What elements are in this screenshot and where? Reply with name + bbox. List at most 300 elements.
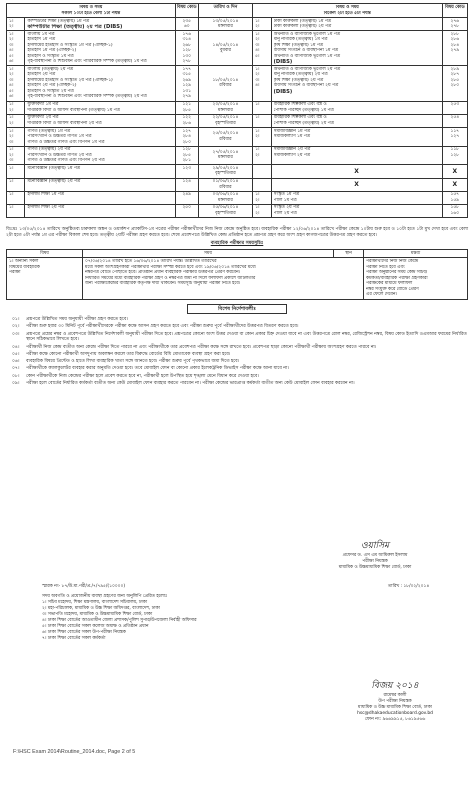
left-serial: ২। <box>9 120 14 126</box>
deputy-email: hsc@dhakaeducationboard.gov.bd <box>357 711 433 717</box>
deputy-title: উপ পরীক্ষা নিয়ন্ত্রক <box>378 698 412 704</box>
distribution-item: ৭। ঢাকা শিক্ষা বোর্ডের সকল কর্মকর্তা <box>42 635 106 641</box>
practical-row <box>7 258 468 300</box>
exam-day: বুধবার <box>219 48 231 54</box>
deputy-signature-block <box>330 680 460 723</box>
right-subject-cell <box>271 204 442 217</box>
left-subject: যুক্তিবিদ্যা ২য় পত্র <box>27 115 59 121</box>
right-subject-cell: X <box>271 165 442 178</box>
left-serial-cell <box>7 101 25 114</box>
right-subject: ঢাকা কারুকলা (তত্ত্বীয়) ২য় পত্র <box>273 24 332 30</box>
left-serial: ১। <box>9 179 14 185</box>
routine-row <box>7 146 468 165</box>
date-day-cell <box>198 18 252 31</box>
right-serial-cell <box>253 66 271 101</box>
right-subject: সংস্কৃত ২য় পত্র <box>273 205 300 211</box>
left-serial-cell <box>7 204 25 217</box>
distribution-item: ৬। ঢাকা শিক্ষা বোর্ডের সকল উপ-পরীক্ষা নিয়ন্ত্রক <box>42 629 126 635</box>
right-serial: ৩। <box>255 77 260 83</box>
distribution-items <box>42 600 242 642</box>
left-code-cell <box>175 18 198 31</box>
note-paragraph: বিঃদ্রঃ ১৩/০৫/২০১৪ তারিখে অনুষ্ঠিতব্য চারুকলা অঙ্কন ও ওয়ার্কশপ প্র্যাকটিস-১ম পত্রের পরীক্ষা পরীক্ষার্থীদের নিজ নিজ কেন্দ্রে অনুষ্ঠিত হবে। ব্যবহারিক পরীক্ষা ১২/০৬/২০১৪ তারিখে পরীক্ষা কেন্দ্রে ১০টায় শুরু হবে ও ১০টা হতে ১টা মুখ দেখা হবে এবং বেলা ২টা হতে ৫টা পর্যন্ত ১ম এর পরীক্ষা বিকাল শেষ হবে। তত্ত্বীয় ২য়টি পরীক্ষা গ্রহণ করতে হবে। শেষে প্রবেশপত্রে উল্লিখিত কেন্দ্র প্রতিষ্ঠান হতে প্রশ্নপত্র গ্রহণ করে অংশ গ্রহণ কাগজপত্রের উত্তরপত্র গ্রহণ করতে হবে। <box>6 227 468 239</box>
left-code: ২৮৪ <box>182 134 191 140</box>
exam-routine-table <box>6 3 468 218</box>
instruction-text: কোন পরীক্ষার্থীকে নিজ কেন্দ্রের পরীক্ষা হলে প্রবেশ করতে হবে না, পরীক্ষার্থী হলে উপস্থিত হয়ে শৃঙ্খলা মেনে বিধান করে দেওয়া হবে। <box>26 373 259 379</box>
instruction-item <box>6 366 468 372</box>
right-serial-cell <box>253 31 271 66</box>
right-code <box>445 108 465 114</box>
exam-day: বৃহস্পতিবার <box>215 210 236 216</box>
right-code: ২৭৮ <box>450 24 460 30</box>
exam-day: মঙ্গলবার <box>218 155 233 161</box>
left-code: ১৩০ <box>182 53 191 59</box>
right-code: ২৮০ <box>450 83 460 89</box>
right-code-cell <box>442 127 467 146</box>
left-code-cell <box>175 127 198 146</box>
right-code-cell: X <box>442 178 467 191</box>
right-code: ২৭৯ <box>450 48 460 54</box>
left-serial: ১। <box>9 147 14 153</box>
distribution-item: ৪। ঢাকা শিক্ষা বোর্ডের আওতাধীন জেলা প্রশাসক/পুলিশ সুপার/উপজেলা নির্বাহী অফিসার <box>42 617 197 623</box>
left-subject: ইতিহাস ১ম পত্র <box>27 37 56 43</box>
left-serial: ২। <box>9 134 14 140</box>
left-code-cell <box>175 204 198 217</box>
left-code-cell <box>175 114 198 127</box>
exam-day: রবিবার <box>219 83 232 89</box>
instruction-text: পরীক্ষা কক্ষে কোনো পরীক্ষার্থী অসদুপায় অবলম্বন করলে তার বিরুদ্ধে বোর্ডের বিধি মোতাবেক ব্যবস্থা গ্রহণ করা হবে। <box>26 351 231 357</box>
right-serial: ২। <box>255 197 260 203</box>
right-serial: ২। <box>255 152 260 158</box>
left-code: ৩১৫ <box>182 72 191 78</box>
right-code: ১১৮ <box>450 147 460 153</box>
right-subject: কৃষি শিক্ষা (তত্ত্বীয়) ১ম পত্র <box>273 42 324 48</box>
header-code: বিষয় কোড <box>175 4 198 18</box>
right-serial: ২। <box>255 134 260 140</box>
routine-row <box>7 66 468 101</box>
left-code: ২৩৫ <box>182 18 191 24</box>
right-serial-cell <box>253 165 271 178</box>
routine-row <box>7 191 468 204</box>
left-code-cell <box>175 31 198 66</box>
practical-header-board: স্থান <box>334 249 364 258</box>
right-serial: ২। <box>255 210 260 216</box>
routine-row <box>7 165 468 178</box>
right-code-cell <box>442 114 467 127</box>
instruction-item <box>6 345 468 351</box>
instruction-item <box>6 352 468 358</box>
date-day-cell <box>198 101 252 114</box>
left-subject: ইতিহাস ও সংস্কৃতি ২য় পত্র <box>27 88 74 94</box>
left-serial-cell <box>7 146 25 165</box>
left-serial: ২। <box>9 107 14 113</box>
right-serial-cell <box>253 204 271 217</box>
practical-header-subject: বিষয় <box>7 249 83 258</box>
left-serial: ৫। <box>9 88 14 94</box>
right-serial: ৪। <box>255 48 260 54</box>
date-day-cell <box>198 204 252 217</box>
exam-date: ১৩/০৫/২০১৪ <box>212 18 239 24</box>
left-code-cell <box>175 66 198 101</box>
date-day-cell <box>198 178 252 191</box>
exam-day: রবিবার <box>219 184 232 190</box>
right-serial: ২। <box>255 72 260 78</box>
exam-date: ২৫/০৫/২০১৪ <box>212 131 239 137</box>
routine-row <box>7 18 468 31</box>
left-subject: ইতিহাস ও সংস্কৃতি ১ম পত্র <box>27 53 74 59</box>
deputy-phone: ফোন নং: ৯৬৬৯৯১৫, ৮৬১৯৫৬৬ <box>364 717 426 723</box>
left-code: ৬০ <box>183 24 190 30</box>
practical-remarks: পরীক্ষার্থীদের নিজ নিজ কেন্দ্রে পরীক্ষা নিতে হবে এবং পরীক্ষা অনুষ্ঠানের সময় কেন্দ্র সচিব/ কর্মকর্তা/ব্যবহারিক পরীক্ষা গ্রহণকারী পরীক্ষকের মাধ্যমে ফলাফল নম্বর সংযুক্ত করে বোর্ডে প্রেরণ এর ফেলে দেবেন। <box>364 258 468 300</box>
left-subject: ইসলামের ইতিহাস ও সংস্কৃতি ২য় পত্র (ঐচ্ছিক-১) <box>27 77 113 83</box>
left-code: ২৭৯ <box>182 94 191 100</box>
right-subject: সমাজকল্যাণ ১ম পত্র <box>273 134 310 140</box>
practical-time: ০৭/০৬/২০১৪ তারিখ হতে ১৬/০৬/২০১৪ তারিখ পর্যন্ত। উল্লিখিত তারিখের মধ্যে সকল অংশগ্রহণকারী পরীক্ষার্থীর পরীক্ষা সম্পন্ন করতে হবে এবং ১৯/০৬/২০১৪ তারিখের মধ্যে নম্বরপত্র বোর্ডে পৌঁছাতে হবে। প্রতিষ্ঠান প্রধান ব্যবহারিক পরীক্ষার উত্তরপত্র প্রেরণ করবেন। নির্ধারিত সময়ের মধ্যে ব্যবহারিক পরীক্ষা গ্রহণ ও নম্বরপত্র জমা না দিলে ফলাফল প্রকাশে জটিলতার জন্য পরীক্ষাকেন্দ্রের ব্যবহারিক কর্তৃপক্ষ দায়ী থাকবেন। সময়সূচি অনুযায়ী পরীক্ষা নিতে হবে। <box>83 258 364 300</box>
instruction-number: ০৭। <box>12 366 20 372</box>
left-serial: ৬। <box>9 94 14 100</box>
deputy-org: মাধ্যমিক ও উচ্চ মাধ্যমিক শিক্ষা বোর্ড, ঢাকা <box>358 704 432 710</box>
right-subject-cell <box>271 114 442 127</box>
exam-day: মঙ্গলবার <box>218 107 233 113</box>
right-subject-cell <box>271 191 442 204</box>
right-code-cell <box>442 146 467 165</box>
left-code: ২৮৬ <box>182 120 191 126</box>
right-serial-cell <box>253 146 271 165</box>
left-serial: ১। <box>9 192 14 198</box>
instruction-text: ব্যবহারিক বিষয়ে প্রিন্টেড ও হাতে লিখা ব্যবহারিক খাতা সঙ্গে আনতে হবে। পরীক্ষা শুরুর পূর্বে পৃথকভাবে জমা দিতে হবে। <box>26 359 240 365</box>
right-subject: অর্থনীতি ও বাণিজ্যিক ভূগোল ১ম পত্র <box>273 53 340 59</box>
right-subject-cell <box>271 31 442 66</box>
right-subject: সমাজবিজ্ঞান ১ম পত্র <box>273 128 311 134</box>
routine-row <box>7 31 468 66</box>
left-code: ১২৯ <box>182 83 191 89</box>
left-code: ২৮০ <box>182 139 191 145</box>
left-serial-cell <box>7 31 25 66</box>
right-subject: পালি ১ম পত্র <box>273 197 297 203</box>
controller-org: মাধ্যমিক ও উচ্চমাধ্যমিক শিক্ষা বোর্ড, ঢাকা <box>338 564 412 570</box>
exam-date: ২৭/০৫/২০১৪ <box>212 149 239 155</box>
left-serial-cell <box>7 127 25 146</box>
right-subject: মানু নাগরিক (তত্ত্বীয়) ১ম পত্র <box>273 37 328 43</box>
left-code: ১২২ <box>182 115 191 121</box>
distribution-item: ২। মহা-পরিচালক, মাধ্যমিক ও উচ্চ শিক্ষা অধিদপ্তর, বাংলাদেশ, ঢাকা <box>42 605 160 611</box>
left-serial: ৪। <box>9 48 14 54</box>
left-subject: কম্পিউটার শিক্ষা (তত্ত্বীয়) ২য় পত্র (DIBS) <box>27 24 123 30</box>
left-code: ১২৩ <box>182 165 191 171</box>
left-serial: ১। <box>9 128 14 134</box>
instruction-text: পরীক্ষার্থীকে ক্যালকুলেটর ব্যবহার করার অনুমতি দেওয়া হবে। তবে মোবাইল ফোন বা কোনো প্রকার ইলেকট্রনিক ডিভাইস পরীক্ষা কক্ষে আনা যাবে না। <box>26 366 289 372</box>
right-serial: ১। <box>255 18 260 24</box>
exam-day: মঙ্গলবার <box>218 197 233 203</box>
exam-day: রবিবার <box>219 136 232 142</box>
left-serial: ১। <box>9 165 14 171</box>
right-code: ২৮৭ <box>450 72 460 78</box>
right-subject: ঢাকা কারুকলা (তত্ত্বীয়) ১ম পত্র <box>273 18 332 24</box>
exam-date: ০৩/০৬/২০১৪ <box>212 192 239 198</box>
left-serial: ৩। <box>9 77 14 83</box>
right-subject: ব্যবসায় সংগঠন ও ব্যবস্থাপনা ১ম পত্র <box>273 48 339 54</box>
left-subject-cell <box>25 127 175 146</box>
right-subject-cell <box>271 101 442 114</box>
left-serial-cell <box>7 66 25 101</box>
practical-header-row <box>7 249 468 258</box>
instruction-item <box>6 359 468 365</box>
right-serial: ১। <box>255 205 260 211</box>
right-dibs-label: (DIBS) <box>273 88 293 95</box>
right-serial: ৫। <box>255 53 260 59</box>
left-code: ২৮১ <box>182 158 191 164</box>
left-subject: গণিত (তত্ত্বীয়) ১ম পত্র <box>27 128 71 134</box>
right-serial: ১। <box>255 147 260 153</box>
right-code: ২৫৩ <box>450 102 460 108</box>
left-subject: ইসলাম শিক্ষা ২য় পত্র <box>27 205 65 211</box>
right-subject-cell <box>271 146 442 165</box>
left-subject: ইতিহাস ১ম পত্র (ঐচ্ছিক-২) <box>27 48 77 54</box>
left-subject: গৃহ-ব্যবস্থাপনা ও শিশুবর্ধন এবং পারিবারিক সম্পর্ক (তত্ত্বীয়) ১ম পত্র <box>27 59 147 65</box>
right-subject: কৃষি শিক্ষা (তত্ত্বীয়) ২য় পত্র <box>273 77 324 83</box>
header-date-day: তারিখ ও দিন <box>198 4 252 18</box>
controller-name: প্রফেসর ড. এস এম আমিরুল ইসলাম <box>342 552 408 558</box>
right-code: ২৮৪ <box>450 42 460 48</box>
left-serial: ১। <box>9 115 14 121</box>
right-serial-cell <box>253 114 271 127</box>
instruction-number: ০৪। <box>12 344 20 350</box>
right-code-cell <box>442 204 467 217</box>
instruction-item <box>6 374 468 380</box>
left-subject: পরিসংখ্যান ও উচ্চতর গণিত ২য় পত্র <box>27 152 92 158</box>
distribution-intro: সদয় অবগতি ও প্রয়োজনীয় ব্যবস্থা গ্রহণের জন্য অনুলিপি প্রেরিত হলোঃ <box>42 594 168 599</box>
right-code-cell <box>442 18 467 31</box>
left-serial: ১। <box>9 31 14 37</box>
left-code: ৩১৪ <box>182 37 191 43</box>
right-subject-cell <box>271 127 442 146</box>
right-subject: পোশাক পরিচ্ছদ (তত্ত্বীয়) ২য় পত্র <box>273 120 334 126</box>
distribution-list <box>42 594 242 642</box>
right-code: ১৫৮ <box>450 205 460 211</box>
left-code: ২৬৯ <box>182 77 191 83</box>
right-serial: ১। <box>255 102 260 108</box>
left-code: ২৮৫ <box>182 107 191 113</box>
left-subject: ইতিহাস ২য় পত্র (ঐচ্ছিক-২) <box>27 83 77 89</box>
left-subject-cell <box>25 66 175 101</box>
routine-row <box>7 204 468 217</box>
distribution-item: ১। সচিব মহোদয়, শিক্ষা মন্ত্রণালয়, বাংলাদেশ সচিবালয়, ঢাকা <box>42 599 147 605</box>
right-subject: সমাজকল্যাণ ২য় পত্র <box>273 152 311 158</box>
right-serial-cell <box>253 178 271 191</box>
instruction-number: ০৫। <box>12 351 20 357</box>
date-day-cell <box>198 66 252 101</box>
instruction-number: ০৬। <box>12 359 20 365</box>
left-subject-cell <box>25 204 175 217</box>
left-code: ১২৮ <box>182 147 191 153</box>
instruction-item <box>6 324 468 330</box>
practical-title: ব্যবহারিক পরীক্ষার সময়সূচিঃ <box>210 241 264 247</box>
instruction-number: ০৯। <box>12 380 20 386</box>
exam-date: ০১/০৬/২০১৪ <box>212 179 239 185</box>
memo-date: তারিখ : ১৮/০২/২০১৪ <box>388 584 430 589</box>
deputy-name: রামেশ্বর কালী <box>383 692 407 698</box>
left-serial: ২। <box>9 37 14 43</box>
left-code: ২৬৮ <box>182 42 191 48</box>
left-code: ১৩১ <box>182 88 191 94</box>
right-code-cell <box>442 31 467 66</box>
left-serial: ২। <box>9 72 14 78</box>
left-subject: পরিসংখ্যান ও উচ্চতর গণিত ১ম পত্র <box>27 134 92 140</box>
exam-day: মঙ্গলবার <box>218 24 233 30</box>
instruction-item <box>6 332 468 344</box>
routine-row <box>7 178 468 191</box>
left-code: ২৫০ <box>182 205 191 211</box>
left-serial: ৩। <box>9 139 14 145</box>
right-serial: ১। <box>255 66 260 72</box>
left-code-cell <box>175 146 198 165</box>
right-subject: সমাজবিজ্ঞান ২য় পত্র <box>273 147 311 153</box>
right-serial: ২। <box>255 24 260 30</box>
routine-row <box>7 114 468 127</box>
right-code: ২৮৬ <box>450 37 460 43</box>
right-dibs-label: (DIBS) <box>273 59 293 65</box>
left-code: ২৮৫ <box>182 152 191 158</box>
special-instructions-list <box>6 317 468 387</box>
controller-signature: ওয়াসিম <box>360 541 390 551</box>
right-serial: ১। <box>255 31 260 37</box>
left-serial: ১। <box>9 205 14 211</box>
instruction-text: পরীক্ষা শুরু হবার ৩০ মিনিট পূর্বে পরীক্ষার্থীদেরকে পরীক্ষা কক্ষে আসন গ্রহণ করতে হবে এবং পরীক্ষা শুরুর পূর্বে পরীক্ষার্থীদের উত্তরপত্র বিতরণ করতে হবে। <box>26 324 299 330</box>
date-day-cell <box>198 191 252 204</box>
right-subject: অর্থনীতি ও বাণিজ্যিক ভূগোল ১ম পত্র <box>273 31 340 37</box>
left-serial-cell <box>7 114 25 127</box>
controller-title: পরীক্ষা নিয়ন্ত্রক <box>362 558 388 564</box>
left-code: ১২১ <box>182 102 191 108</box>
exam-date: ২০/০৫/২০১৪ <box>212 102 239 108</box>
left-code: ১২৭ <box>182 128 191 134</box>
left-code-cell <box>175 101 198 114</box>
right-code-cell <box>442 66 467 101</box>
right-serial-cell <box>253 191 271 204</box>
right-serial <box>255 121 268 127</box>
left-subject-cell <box>25 114 175 127</box>
left-code-cell <box>175 178 198 191</box>
right-code-cell: X <box>442 165 467 178</box>
exam-day: বৃহস্পতিবার <box>215 171 236 177</box>
special-instructions-title: বিশেষ নির্দেশাবলীঃ <box>187 304 287 314</box>
right-serial: ১। <box>255 192 260 198</box>
controller-signature-block <box>300 540 450 571</box>
instruction-number: ০৮। <box>12 373 20 379</box>
exam-date: ২৯/০৫/২০১৪ <box>212 165 239 171</box>
left-serial: ৩। <box>9 42 14 48</box>
left-serial-cell <box>7 165 25 178</box>
routine-row <box>7 101 468 114</box>
right-subject: ব্যবসায় সংগঠন ও ব্যবস্থাপনা ২য় পত্র <box>273 83 339 89</box>
right-code: ১২৭ <box>450 134 460 140</box>
right-serial-cell <box>253 101 271 114</box>
instruction-text: প্রশ্নপত্রে প্রশ্নের নম্বর ও প্রবেশপত্রে উল্লিখিত নির্দেশাবলী অনুযায়ী পরীক্ষা দিতে হবে। প্রশ্নপত্রের কোনো অংশ উত্তর দেওয়া বা কোন প্রকার চিহ্ন দেওয়া যাবে না এবং উত্তরপত্রে রোল নম্বর, রেজিস্ট্রেশন নম্বর, বিষয় কোড ইত্যাদি ওএমআর ফরমের নির্ধারিত স্থানে সঠিকভাবে লিখতে হবে। <box>26 331 467 343</box>
right-code: ২৮৮ <box>450 31 460 37</box>
right-serial: ৪। <box>255 83 260 89</box>
right-code: ১৬০ <box>450 210 460 216</box>
right-subject-cell: X <box>271 178 442 191</box>
left-subject: বাংলায় (তত্ত্বীয়) ২য় পত্র <box>27 66 74 72</box>
left-code: ২৭৮ <box>182 59 191 65</box>
left-subject-cell <box>25 146 175 165</box>
left-serial: ১। <box>9 102 14 108</box>
left-serial: ৬। <box>9 59 14 65</box>
left-subject: মনোবিজ্ঞান (তত্ত্বীয়) ২য় পত্র <box>27 179 81 185</box>
header-right-subject: বিষয় ও সময় বিকেল ২টা হতে ৫টা পর্যন্ত <box>253 4 442 18</box>
left-code: ১৭৭ <box>182 66 191 72</box>
right-code: ১৫৭ <box>450 192 460 198</box>
left-subject-cell <box>25 101 175 114</box>
memo-number: স্মারক নং- ৮৭/উ.মা.পরী/প্র./৭/৭৯৫/(১০০০০) <box>42 584 126 589</box>
distribution-item: ৩। সভাপতি মহোদয়, মাধ্যমিক ও উচ্চমাধ্যমিক শিক্ষা বোর্ড, ঢাকা <box>42 611 153 617</box>
right-code: ২৮৯ <box>450 66 460 72</box>
date-day-cell <box>198 146 252 165</box>
right-subject: পোশাক পরিচ্ছদ (তত্ত্বীয়) ১ম পত্র <box>273 107 334 113</box>
left-code: ২৪৯ <box>182 192 191 198</box>
date-day-cell <box>198 114 252 127</box>
right-code: ২৮৫ <box>450 77 460 83</box>
right-serial: ১। <box>255 128 260 134</box>
right-serial: ১। <box>255 115 260 121</box>
left-subject: কম্পিউটার শিক্ষা (তত্ত্বীয়) ১ম পত্র <box>27 18 90 24</box>
left-serial-cell <box>7 178 25 191</box>
left-serial: ২। <box>9 152 14 158</box>
left-subject-cell <box>25 165 175 178</box>
left-serial: ১। <box>9 18 14 24</box>
right-subject-cell <box>271 66 442 101</box>
instruction-text: পরীক্ষার্থী নিজ কেন্দ্র ব্যতীত অন্য কেন্দ্রে পরীক্ষা দিতে পারবে না এবং পরীক্ষার্থীকে তার প্রবেশপত্র পরীক্ষা কক্ষে সঙ্গে রাখতে হবে। প্রবেশপত্র ছাড়া কোনো পরীক্ষার্থী পরীক্ষায় অংশগ্রহণ করতে পারবে না। <box>26 344 377 350</box>
left-subject: দাপ্তরিক বিদ্যা ও অফিস ব্যবস্থাপনা ২য় পত্র <box>27 120 102 126</box>
date-day-cell <box>198 165 252 178</box>
right-subject-cell <box>271 18 442 31</box>
left-subject: যুক্তিবিদ্যা ১ম পত্র <box>27 102 59 108</box>
right-subject: ব্যবহারিক শিল্পকলা এবং বস্ত্র ও <box>273 115 327 121</box>
instruction-text: পরীক্ষা হলে বোর্ডের নির্ধারিত কর্মকর্তা ব্যতীত অন্য কেউ মোবাইল ফোন ব্যবহার করতে পারবেন না। পরীক্ষা কেন্দ্রের ভারপ্রাপ্ত কর্মকর্তা ব্যতীত অন্য কেউ মোবাইল ফোন ব্যবহার করবেন না। <box>26 380 355 386</box>
practical-header-remarks: মন্তব্য <box>364 249 468 258</box>
left-subject: গণিত (তত্ত্বীয়) ২য় পত্র <box>27 147 71 153</box>
left-subject-cell <box>25 178 175 191</box>
exam-day: বৃহস্পতিবার <box>215 120 236 126</box>
instruction-number: ০৩। <box>12 331 20 337</box>
right-code: ১২৮ <box>450 152 460 158</box>
header-left-subject: বিষয় ও সময় সকাল ১০টা হতে বেলা ১টা পর্যন্ত <box>7 4 176 18</box>
left-subject: গৃহ-ব্যবস্থাপনা ও শিশুবর্ধন এবং পারিবারিক সম্পর্ক (তত্ত্বীয়) ২য় পত্র <box>27 94 147 100</box>
right-serial: ৩। <box>255 42 260 48</box>
left-subject: ইসলাম শিক্ষা ১ম পত্র <box>27 192 65 198</box>
left-subject: গণিত ও উচ্চতর গণিত এবং বিপণন ২য় পত্র <box>27 158 105 164</box>
distribution-item: ৫। ঢাকা শিক্ষা বোর্ডের সকল কলেজ অধ্যক্ষ ও প্রতিষ্ঠান প্রধান <box>42 623 149 629</box>
left-subject: দাপ্তরিক বিদ্যা ও অফিস ব্যবস্থাপনা (তত্ত্বীয়) ১ম পত্র <box>27 107 120 113</box>
left-serial: ১। <box>9 66 14 72</box>
instruction-number: ০২। <box>12 324 20 330</box>
exam-date: ১৮/০৫/২০১৪ <box>212 77 239 83</box>
right-code: ২৫৪ <box>450 115 460 121</box>
right-subject: অর্থনীতি ও বাণিজ্যিক ভূগোল ২য় পত্র <box>273 66 341 72</box>
left-code: ১২৮ <box>182 48 191 54</box>
file-path-footer: F:\HSC Exam 2014\Routine_2014.doc, Page 2 of 5 <box>13 749 136 755</box>
left-subject: গণিত ও উচ্চতর গণিত এবং বিপণন ১ম পত্র <box>27 139 105 145</box>
left-code: ১২৪ <box>182 179 191 185</box>
right-subject: ব্যবহারিক শিল্পকলা এবং বস্ত্র ও <box>273 102 327 108</box>
routine-row <box>7 127 468 146</box>
right-code-cell <box>442 101 467 114</box>
right-serial-cell <box>253 127 271 146</box>
right-code <box>445 121 465 127</box>
left-subject-cell <box>25 18 175 31</box>
practical-table <box>6 249 468 300</box>
exam-date: ১৪/০৫/২০১৪ <box>212 42 239 48</box>
left-serial: ২। <box>9 24 14 30</box>
